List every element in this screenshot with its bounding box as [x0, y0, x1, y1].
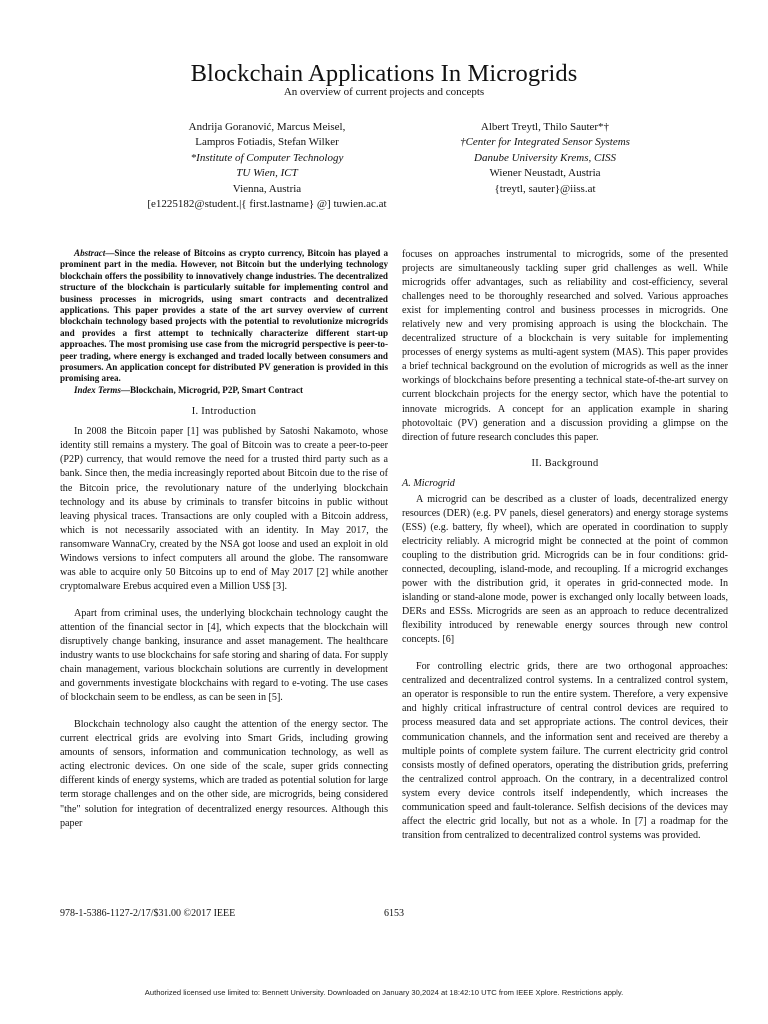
background-paragraph-2: For controlling electric grids, there are two orthogonal approaches: centralized and decentralized control systems. In a centralized control system, an operator is responsible to run the entire system. Therefore, a very expensive and highly critical infrastructure of central control devices are required to process measured data and set appropriate actions. The control devices, their communication channels, and the information sent and received are thereby a multiple points of complete system failure. The current electricity grid control consists mostly of defined operators, operating the distribution grids, preferring the centralized control approach. On the contrary, in a decentralized control system every device controls itself independently, which increases the communication speed and fault-tolerance. Selfish decisions of the devices may affect the electric grid locally, but not as a whole. In [7] a roadmap for the transition from centralized to decentralized control systems was provided. — [402, 661, 728, 841]
page-number: 6153 — [384, 908, 404, 919]
author-names-1: Andrija Goranović, Marcus Meisel, — [188, 121, 346, 133]
author-affiliation: *Institute of Computer Technology — [190, 151, 344, 164]
paper-subtitle: An overview of current projects and concepts — [283, 86, 485, 98]
abstract — [60, 248, 388, 385]
license-notice: Authorized licensed use limited to: Bennett University. Downloaded on January 30,2024 at 18:42:10 UTC from IEEE Xplore. Restrictions apply. — [144, 988, 624, 997]
section-heading-introduction: I. Introduction — [191, 406, 257, 418]
abstract-text: —Since the release of Bitcoins as crypto currency, Bitcoin has played a prominent part in the media. However, not Bitcoin but the underlying technology blockchain offers the possibility to innovatively change industries. The decentralized structure of the blockchain is particularly suitable for implementing control and business processes in microgrids, using smart contracts and decentralized applications. This paper provides a state of the art survey overview of current blockchain technology based projects with the potential to revolutionize microgrids and provides a first attempt to technically characterize different start-up approaches. The most promising use case from the microgrid perspective is peer-to-peer trading, where energy is exchanged and traded locally between consumers and prosumers. An application concept for distributed PV generation is provided in this promising area. — [60, 248, 388, 384]
index-terms-text: —Blockchain, Microgrid, P2P, Smart Contract — [120, 384, 304, 395]
author-email: [e1225182@student.|{ first.lastname} @] tuwien.ac.at — [147, 198, 387, 211]
background-paragraph-1: A microgrid can be described as a cluster of loads, decentralized energy resources (DER) (e.g. PV panels, diesel generators) and energy storage systems (ESS) (e.g. battery, fly wheel), which are operated in coordination to supply electricity reliably. A microgrid might be connected at the point of common coupling to the distribution grid. Microgrids can be in four conditions: grid-connected, decoupling, island-mode, and recoupling. If a microgrid exchanges power with the distribution grid, it operates in grid-connected mode. In islanding or stand-alone mode, power is exchanged only locally between loads, DERs and ESSs. Microgrids are seen as an approach to reduce decentralized flexibility introduced by renewable energy sources through new control concepts. [6] — [402, 493, 728, 646]
paper-title: Blockchain Applications In Microgrids — [190, 60, 578, 87]
intro-paragraph-3: Blockchain technology also caught the attention of the energy sector. The current electrical grids are evolving into Smart Grids, including growing amounts of sensors, information and communication technology, as well as acting electronic devices. On one side of the scale, super grids connecting different kinds of energy systems, which are traded as potential solution for large term storage challenges and on the other side, are microgrids, being considered "the" solution for integration of decentralized energy resources. Although this paper — [60, 719, 388, 829]
abstract-label: Abstract — [74, 248, 106, 258]
author-names-2: Lampros Fotiadis, Stefan Wilker — [195, 136, 339, 149]
index-terms — [60, 385, 388, 396]
subsection-heading-microgrid: A. Microgrid — [402, 477, 455, 489]
author-affiliation: †Center for Integrated Sensor Systems — [460, 136, 630, 149]
footer-isbn: 978-1-5386-1127-2/17/$31.00 ©2017 IEEE — [60, 908, 236, 919]
section-heading-background: II. Background — [531, 457, 599, 469]
author-names: Albert Treytl, Thilo Sauter*† — [480, 121, 610, 133]
author-block-left — [132, 120, 402, 212]
author-email: {treytl, sauter}@iiss.at — [494, 182, 596, 195]
intro-paragraph-2: Apart from criminal uses, the underlying blockchain technology caught the attention of the financial sector in [4], which expects that the blockchain will disruptively change banking, insurance and asset management. The healthcare industry wants to use blockchains for safe storing and sharing of data. For supply chain management, various blockchain solutions are currently in development and governments investigate blockchains with regard to e-voting. The use cases of blockchain seem to be endless, as can be seen in [5]. — [60, 607, 388, 704]
intro-paragraph-1: In 2008 the Bitcoin paper [1] was published by Satoshi Nakamoto, whose identity still remains a mystery. The goal of Bitcoin was to create a peer-to-peer (P2P) currency, that would remove the need for a trusted third party such as a bank. Since then, the media increasingly reported about Bitcoin due to the rise of the Bitcoin price, the revolutionary nature of the underlying blockchain technology and its abuse by criminals to transfer bitcoins in public without leaving physical traces. Transactions are only coupled with a Bitcoin address, which is not necessarily associated with an identity. In May 2017, the ransomware WannaCry, created by the NSA got loose and used an exploit in old Windows versions to infect computers all around the globe. The ransomware was able to acquire only 50 Bitcoins up to end of May 2017 [2] while another cryptomalware Erebus acquired even a Million US$ [3]. — [60, 426, 388, 592]
author-location: Wiener Neustadt, Austria — [489, 167, 601, 180]
index-terms-label: Index Terms — [74, 384, 121, 395]
author-institution: TU Wien, ICT — [236, 167, 298, 180]
author-location: Vienna, Austria — [232, 182, 302, 195]
intro-paragraph-4: focuses on approaches instrumental to microgrids, some of the presented projects are simultaneously tackling super grid challenges as well. While microgrids offer advantages, such as reliability and cost-efficiency, several challenges need to be thoroughly researched and solved. Various approaches exist for implementing control and business processes in microgrids. One relatively new and very promising approach is using the blockchain. The decentralized structure of a blockchain is very suitable for implementing processes of energy systems as multi-agent system (MAS). This paper provides a brief technical background on the evolution of microgrids as well as the inner workings of blockchains before presenting a technical state-of-the-art survey on current blockchain projects for the energy sector, which have the potential to innovate microgrids. A concept for an application example in sharing photovoltaic (PV) generation and a discussion providing a glimpse on the direction of future research concludes this paper. — [402, 249, 728, 443]
author-block-right — [410, 120, 680, 197]
right-column — [402, 248, 728, 843]
author-institution: Danube University Krems, CISS — [474, 151, 616, 164]
left-column — [60, 248, 388, 831]
